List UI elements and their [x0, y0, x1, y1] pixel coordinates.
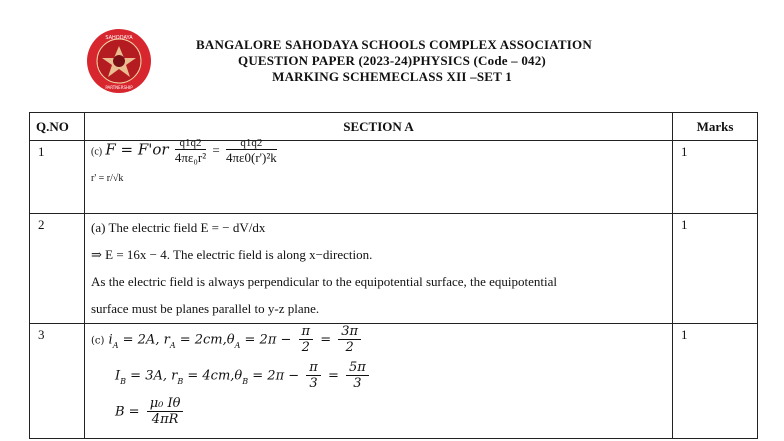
column-section: SECTION A	[85, 113, 673, 141]
fraction-denominator: 2	[345, 340, 354, 355]
table-row	[30, 141, 758, 214]
answer-cell	[85, 214, 673, 324]
logo-top-text: SAHODAYA	[105, 35, 133, 41]
fraction-1	[175, 137, 206, 166]
question-number: 1	[30, 141, 85, 214]
fraction-denominator: 4πε0(r')²k	[225, 150, 277, 165]
answer-cell	[85, 324, 673, 439]
header-marking-scheme: MARKING SCHEMECLASS XII –SET 1	[272, 69, 512, 84]
column-marks: Marks	[673, 113, 758, 141]
equals-sign: =	[212, 142, 220, 158]
formula-lhs: F = F'or	[105, 140, 169, 159]
answer-line: surface must be planes parallel to y-z plane.	[91, 301, 320, 316]
formula-text: = 4cm,θ	[187, 368, 243, 384]
equals-sign: =	[327, 368, 339, 384]
table-row	[30, 324, 758, 439]
fraction-numerator: 5π	[346, 360, 369, 376]
option-label: (c)	[91, 146, 103, 158]
formula-lhs: B =	[115, 404, 140, 420]
table-row	[30, 214, 758, 324]
formula-line: r' = r/√k	[91, 173, 124, 184]
subscript: B	[120, 376, 127, 386]
answer-line: As the electric field is always perpendicular to the equipotential surface, the equipotential	[91, 274, 558, 289]
current-symbol: I	[115, 368, 121, 384]
formula-text: = 2π −	[244, 332, 292, 348]
subscript: A	[112, 340, 119, 350]
answer-line: (a) The electric field E = − dV/dx	[91, 220, 266, 235]
subscript: A	[234, 340, 241, 350]
fraction-denominator: 4πε₀r²	[174, 150, 207, 165]
fraction-numerator: 3π	[338, 324, 361, 340]
fraction	[147, 396, 184, 428]
subscript: B	[177, 376, 184, 386]
answer-cell	[85, 137, 673, 214]
answer-line: ⇒ E = 16x − 4. The electric field is along x−direction.	[91, 247, 373, 262]
header-association: BANGALORE SAHODAYA SCHOOLS COMPLEX ASSOCIATION	[196, 37, 592, 52]
fraction	[346, 360, 369, 392]
fraction-numerator: π	[306, 360, 321, 376]
fraction-2	[226, 137, 277, 166]
marks-value: 1	[673, 324, 758, 439]
fraction-numerator: q1q2	[226, 137, 277, 150]
header-question-paper: QUESTION PAPER (2023-24)PHYSICS (Code – 042)	[238, 53, 546, 68]
logo-bottom-text: PARTNERSHIP	[105, 85, 133, 90]
marks-value: 1	[673, 214, 758, 324]
equals-sign: =	[320, 332, 332, 348]
fraction-denominator: 2	[301, 340, 310, 355]
fraction-denominator: 3	[309, 376, 318, 391]
formula-text: = 2π −	[252, 368, 300, 384]
fraction-numerator: π	[299, 324, 314, 340]
current-symbol: i	[108, 332, 113, 348]
formula-text: = 2A, r	[122, 332, 170, 348]
question-number: 2	[30, 214, 85, 324]
fraction-denominator: 4πR	[151, 412, 179, 427]
question-number: 3	[30, 324, 85, 439]
fraction-denominator: 3	[353, 376, 362, 391]
fraction	[299, 324, 314, 356]
marks-value: 1	[673, 141, 758, 214]
option-label: (c)	[91, 335, 105, 347]
column-qno: Q.NO	[30, 113, 85, 141]
subscript: A	[169, 340, 176, 350]
fraction-numerator: q1q2	[175, 137, 206, 150]
formula-text: = 2cm,θ	[179, 332, 235, 348]
fraction-numerator: μ₀ Iθ	[147, 396, 184, 412]
fraction	[306, 360, 321, 392]
formula-text: = 3A, r	[130, 368, 178, 384]
subscript: B	[242, 376, 249, 386]
fraction	[338, 324, 361, 356]
marking-table	[29, 112, 758, 439]
